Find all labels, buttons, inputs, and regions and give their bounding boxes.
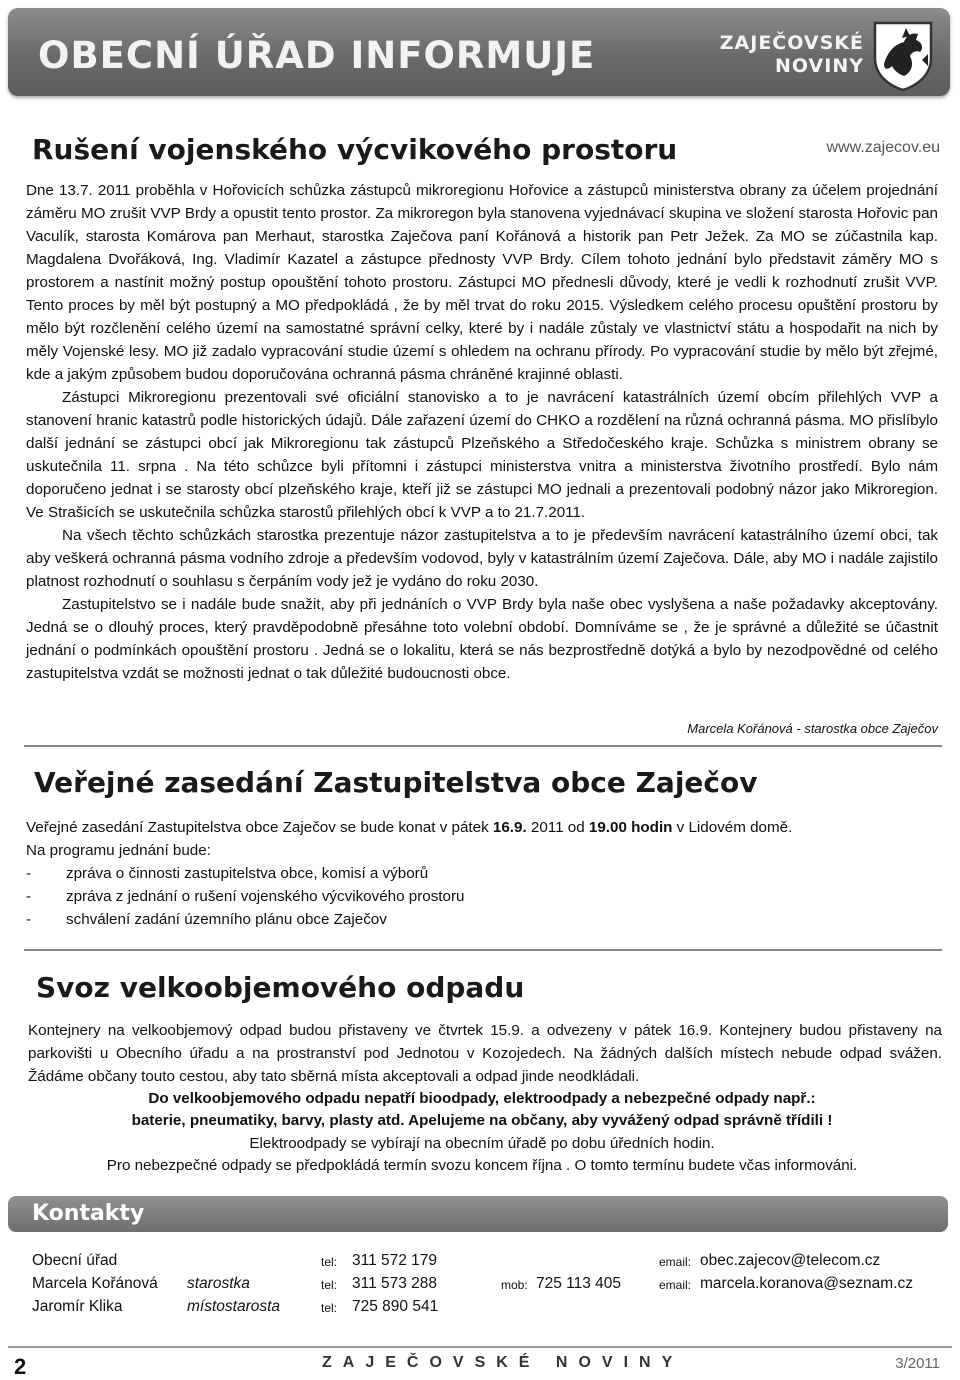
article-title: Veřejné zasedání Zastupitelstva obce Zaječov [34, 766, 758, 799]
header-banner [8, 8, 950, 96]
meeting-intro: Veřejné zasedání Zastupitelstva obce Zaječov se bude konat v pátek 16.9. 2011 od 19.00 hodin v Lidovém domě. [26, 819, 793, 836]
paragraph: Zastupitelstvo se i nadále bude snažit, aby při jednáních o VVP Brdy byla naše obec vyslyšena a naše požadavky akceptovány. Jedná se o dlouhý proces, který pravděpodobně přesáhne toto volební období. Domníváme se , že je správné a důležité se účastnit jednání o podmínkách opouštění prostoru . Jedná se o lokalitu, která se nás bezprostředně dotýká a bylo by nezodpovědné od celého zastupitelstva vzdát se možnosti jednat o tak důležité budoucnosti obce. [26, 596, 938, 682]
contact-role: místostarosta [187, 1298, 281, 1315]
email-label: email: [659, 1278, 692, 1292]
contact-row [32, 1275, 932, 1298]
article-title: Svoz velkoobjemového odpadu [36, 971, 525, 1004]
issue-number: 3/2011 [895, 1355, 940, 1372]
footer-brand: ZAJEČOVSKÉ NOVINY [322, 1354, 684, 1371]
meeting-date: 16.9. [492, 819, 527, 836]
paragraph: Kontejnery na velkoobjemový odpad budou přistaveny ve čtvrtek 15.9. a odvezeny v pátek 16.9. Kontejnery budou přistaveny na parkovišti u Obecního úřadu a na prostranství pod Jednotou v Kozojedech. Na žádných dalších místech nebude odpad svážen. Žádáme občany touto cestou, aby tato sběrná místa akceptovali a odpad jinde neodkládali. [28, 1022, 942, 1085]
contact-row [32, 1298, 932, 1321]
section-divider [24, 745, 942, 747]
footer-divider [8, 1346, 952, 1348]
tel-label: tel: [321, 1301, 338, 1315]
notice-line: Pro nebezpečné odpady se předpokládá termín svozu koncem října . O tomto termínu budete včas informováni. [106, 1157, 858, 1174]
brand-line-2: NOVINY [775, 55, 864, 77]
meeting-time: 19.00 hodin [588, 819, 673, 836]
signature: Marcela Kořánová - starostka obce Zaječov [687, 721, 938, 736]
mob-label: mob: [501, 1278, 528, 1292]
contact-name: Obecní úřad [32, 1252, 118, 1269]
newspaper-brand [720, 32, 864, 78]
meeting-announcement [26, 816, 938, 931]
email-label: email: [659, 1255, 692, 1269]
contacts-header [8, 1196, 948, 1232]
section-title: OBECNÍ ÚŘAD INFORMUJE [38, 34, 596, 77]
contact-tel: 311 573 288 [352, 1275, 438, 1292]
section-divider [24, 949, 942, 951]
tel-label: tel: [321, 1278, 338, 1292]
contact-name: Jaromír Klika [32, 1298, 123, 1315]
contacts-title: Kontakty [32, 1201, 145, 1226]
paragraph: Na všech těchto schůzkách starostka prezentuje názor zastupitelstva a to je především navrácení katastrálního území obci, tak aby veškerá ochranná pásma vodního zdroje a především vodovod, byly v katastrálním území Zaječova. Dále, aby MO i nadále zajistilo platnost rozhodnutí o souhlasu s čerpáním vody jež je vydáno do roku 2030. [26, 527, 938, 590]
article-body [26, 179, 938, 685]
contact-tel: 311 572 179 [352, 1252, 438, 1269]
list-item: - zpráva o činnosti zastupitelstva obce, komisí a výborů [26, 865, 429, 882]
page-number: 2 [14, 1354, 27, 1379]
paragraph: Dne 13.7. 2011 proběhla v Hořovicích schůzka zástupců mikroregionu Hořovice a zástupců ministerstva obrany za účelem projednání záměru MO zrušit VVP Brdy a opustit tento prostor. Za mikroregon byla stanovena vyjednávací skupina ve složení starosta Hořovic pan Vaculík, starosta Komárova pan Merhaut, starostka Zaječova paní Kořánová a historik pan Petr Ježek. Za MO se zúčastnila kap. Magdalena Dvořáková, Ing. Vladimír Kazatel a zástupce přednosty VVP Brdy. Cílem tohoto jednání bylo představit záměry MO s prostorem a nastínit možný postup opouštění tohoto prostoru. Zástupci MO přednesli důvody, které je vedli k rozhodnutí zrušit VVP. Tento proces by měl být postupný a MO předpokládá , že by měl trvat do roku 2015. Výsledkem celého procesu opuštění prostoru by mělo být rozčlenění celého území na samostatné správní celky, které by i nadále zůstaly ve vlastnictví státu a hospodařit na nich by měly Vojenské lesy. MO již zadalo vypracování studie území s ohledem na ochranu přírody. Po vypracování studie by mělo být zřejmé, kde a jakým způsobem budou doporučována ochranná pásma chráněné krajinné oblasti. [26, 182, 938, 383]
list-item: - schválení zadání územního plánu obce Zaječov [26, 911, 387, 928]
paragraph: Zástupci Mikroregionu prezentovali své oficiální stanovisko a to je navrácení katastrálních území obcím přilehlých VVP a stanovení hranic katastrů podle historických údajů. Dále zařazení území do CHKO a rozdělení na různá ochranná pásma. MO přislíbylo další jednání se zástupci obcí jak Mikroregionu tak zástupců Plzeňského a Středočeského kraje. Schůzka s ministrem obrany se uskutečnila 11. srpna . Na této schůzce byli přítomni i zástupci ministerstva vnitra a ministerstva životního prostředí. Bylo nám doporučeno jednat i se starosty obcí plzeňského kraje, kteří již se zástupci MO jednali a prezentovali podobný názor jako Mikroregion. Ve Strašicích se uskutečnila schůzka starostů přilehlých obcí k VVP a to 21.7.2011. [26, 389, 938, 521]
notice-line: Elektroodpady se vybírají na obecním úřadě po dobu úředních hodin. [249, 1135, 715, 1152]
article-title: Rušení vojenského výcvikového prostoru [32, 133, 678, 166]
bold-notice: Do velkoobjemového odpadu nepatří bioodpady, elektroodpady a nebezpečné odpady např.: [148, 1090, 816, 1107]
contact-email[interactable]: marcela.koranova@seznam.cz [700, 1275, 914, 1292]
contact-email[interactable]: obec.zajecov@telecom.cz [700, 1252, 881, 1269]
article-body [28, 1019, 942, 1088]
website-url: www.zajecov.eu [826, 139, 940, 156]
list-item: - zpráva z jednání o rušení vojenského výcvikového prostoru [26, 888, 465, 905]
contact-row [32, 1252, 932, 1275]
contact-mob: 725 113 405 [536, 1275, 622, 1292]
tel-label: tel: [321, 1255, 338, 1269]
contact-role: starostka [187, 1275, 250, 1292]
bold-notice: baterie, pneumatiky, barvy, plasty atd. Apelujeme na občany, aby vyvážený odpad správně třídili ! [131, 1112, 833, 1129]
program-label: Na programu jednání bude: [26, 842, 211, 859]
contacts-table [32, 1252, 932, 1321]
contact-name: Marcela Kořánová [32, 1275, 158, 1292]
coat-of-arms-icon [872, 20, 934, 92]
contact-tel: 725 890 541 [352, 1298, 439, 1315]
brand-line-1: ZAJEČOVSKÉ [719, 32, 864, 54]
